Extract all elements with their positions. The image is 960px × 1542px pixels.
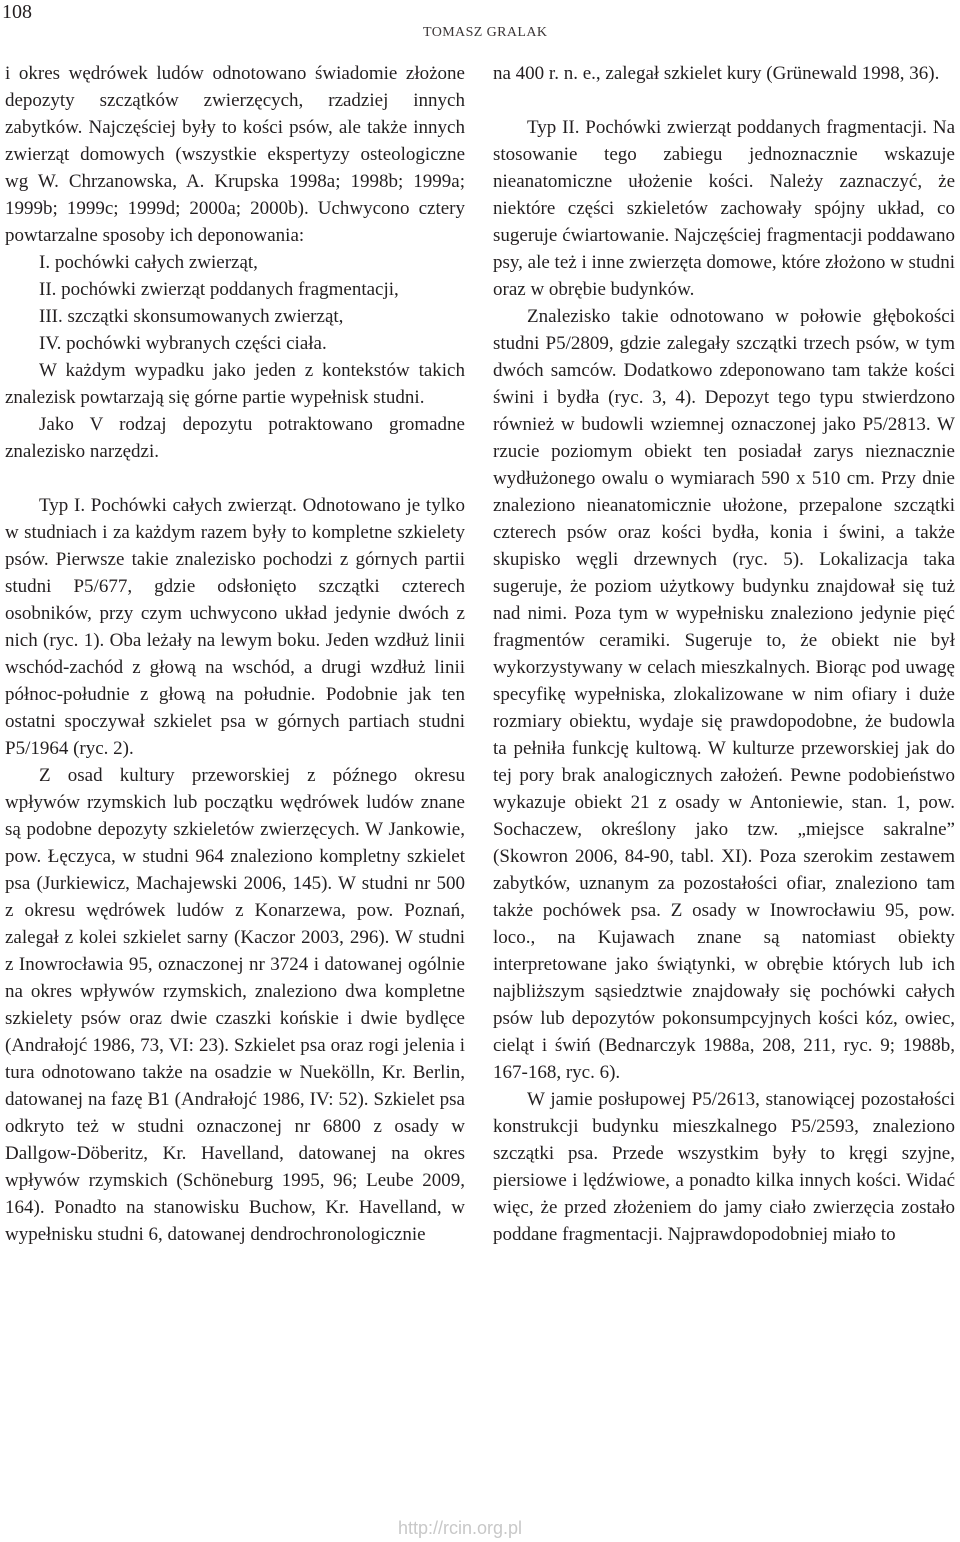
list-item: I. pochówki całych zwierząt, [39, 252, 258, 273]
left-paragraph-5: Z osad kultury przeworskiej z późnego okresu wpływów rzymskich lub początku wędrówek ludów znane są podobne depozyty szkieletów zwierzęcych. W Jankowie, pow. Łęczyca, w studni 964 znaleziono kompletny szkielet psa (Jurkiewicz, Machajewski 2006, 145). W studni nr 500 z okresu wędrówek ludów z Konarzewa, pow. Poznań, zalegał z kolei szkielet sarny (Kaczor 2003, 296). W studni z Inowrocławia 95, oznaczonej nr 3724 i datowanej ogólnie na okres wpływów rzymskich, znaleziono dwa kompletne szkielety psów oraz dwie czaszki końskie i dwie bydlęce (Andrałojć 1986, 73, VI: 23). Szkielet psa oraz rogi jelenia i tura odnotowano także na osadzie w Nuekölln, Kr. Berlin, datowanej na fazę B1 (Andrałojć 1986, IV: 52). Szkielet psa odkryto też w studni oznaczonej nr 6800 z osady w Dallgow-Döberitz, Kr. Havelland, datowanej na okres wpływów rzymskich (Schöneburg 1995, 96; Leube 2009, 164). Ponadto na stanowisku Buchow, Kr. Havelland, w wypełnisku studni 6, datowanej dendrochronologicznie [5, 765, 465, 1245]
footer-watermark-url: http://rcin.org.pl [398, 1518, 523, 1538]
running-head-author: TOMASZ GRALAK [423, 25, 548, 40]
left-paragraph-2: W każdym wypadku jako jeden z kontekstów takich znalezisk powtarzają się górne partie wypełnisk studni. [5, 360, 465, 408]
left-column [5, 60, 465, 1248]
left-paragraph-type-1: Typ I. Pochówki całych zwierząt. Odnotowano je tylko w studniach i za każdym razem były to kompletne szkielety psów. Pierwsze takie znalezisko pochodzi z górnych partii studni P5/677, gdzie odsłonięto szczątki czterech osobników, przy czym uchwycono układ jedynie dwóch z nich (ryc. 1). Oba leżały na lewym boku. Jeden wzdłuż linii wschód-zachód z głową na wschód, a drugi wzdłuż linii północ-południe z głową na południe. Podobnie jak ten ostatni spoczywał szkielet psa w górnych partiach studni P5/1964 (ryc. 2). [5, 495, 465, 759]
right-paragraph-3: Znalezisko takie odnotowano w połowie głębokości studni P5/2809, gdzie zalegały szczątki trzech psów, w tym dwóch samców. Dodatkowo zdeponowano tam także kości świni i bydła (ryc. 3, 4). Depozyt tego typu stwierdzono również w budowli wziemnej oznaczonej jako P5/2813. W rzucie poziomym obiekt ten posiadał zarys nieznacznie wydłużonego owalu o wymiarach 590 x 510 cm. Przy dnie znaleziono nieanatomicznie ułożone, przepalone szczątki czterech psów oraz kości bydła, konia i świni, a także skupisko węgli drzewnych (ryc. 5). Lokalizacja taka sugeruje, że poziom użytkowy budynku znajdował się tuż nad nimi. Poza tym w wypełnisku znaleziono jedynie pięć fragmentów ceramiki. Sugeruje to, że obiekt nie był wykorzystywany w celach mieszkalnych. Biorąc pod uwagę specyfikę wypełniska, zlokalizowane w nim ofiary i duże rozmiary obiektu, wydaje się prawdopodobne, że budowla ta pełniła funkcję kultową. W kulturze przeworskiej jak do tej pory brak analogicznych założeń. Pewne podobieństwo wykazuje obiekt 21 z osady w Antoniewie, stan. 1, pow. Sochaczew, określony jako tzw. „miejsce sakralne” (Skowron 2006, 84-90, tabl. XI). Poza szerokim zestawem zabytków, uznanym za pozostałości ofiar, znaleziono tam także pochówek psa. Z osady w Inowrocławiu 95, pow. loco., na Kujawach znane są natomiast obiekty interpretowane jako świątynki, w obrębie których lub ich najbliższym sąsiedztwie znajdowały się pochówki całych psów lub depozytów pokonsumpcyjnych kości kóz, owiec, cieląt i świń (Bednarczyk 1988a, 208, 211, ryc. 9; 1988b, 167-168, ryc. 6). [493, 306, 955, 1083]
left-paragraph-1: i okres wędrówek ludów odnotowano świadomie złożone depozyty szczątków zwierzęcych, rzadziej innych zabytków. Najczęściej były to kości psów, ale także innych zwierząt domowych (wszystkie ekspertyzy osteologiczne wg W. Chrzanowska, A. Krupska 1998a; 1998b; 1999a; 1999b; 1999c; 1999d; 2000a; 2000b). Uchwycono cztery powtarzalne sposoby ich deponowania: [5, 63, 465, 246]
left-paragraph-3: Jako V rodzaj depozytu potraktowano gromadne znalezisko narzędzi. [5, 414, 465, 462]
right-paragraph-type-2: Typ II. Pochówki zwierząt poddanych fragmentacji. Na stosowanie tego zabiegu jednoznacznie wskazuje nieanatomiczne ułożenie kości. Należy zaznaczyć, że niektóre części szkieletów zachowały spójny układ, co sugeruje ćwiartowanie. Najczęściej fragmentacji poddawano psy, ale też i inne zwierzęta domowe, które złożono w studni oraz w obrębie budynków. [493, 117, 956, 300]
list-item: II. pochówki zwierząt poddanych fragmentacji, [39, 279, 399, 300]
right-paragraph-1: na 400 r. n. e., zalegał szkielet kury (Grünewald 1998, 36). [493, 63, 940, 84]
right-paragraph-4: W jamie posłupowej P5/2613, stanowiącej pozostałości konstrukcji budynku mieszkalnego P5/2593, znaleziono szczątki psa. Przede wszystkim były to kręgi szyjne, piersiowe i lędźwiowe, a ponadto kilka innych kości. Widać więc, że przed złożeniem do jamy ciało zwierzęcia zostało poddane fragmentacji. Najprawdopodobniej miało to [493, 1089, 955, 1245]
right-column [493, 60, 955, 1248]
page-number: 108 [2, 1, 32, 23]
list-item: IV. pochówki wybranych części ciała. [39, 333, 327, 354]
list-item: III. szczątki skonsumowanych zwierząt, [39, 306, 344, 327]
